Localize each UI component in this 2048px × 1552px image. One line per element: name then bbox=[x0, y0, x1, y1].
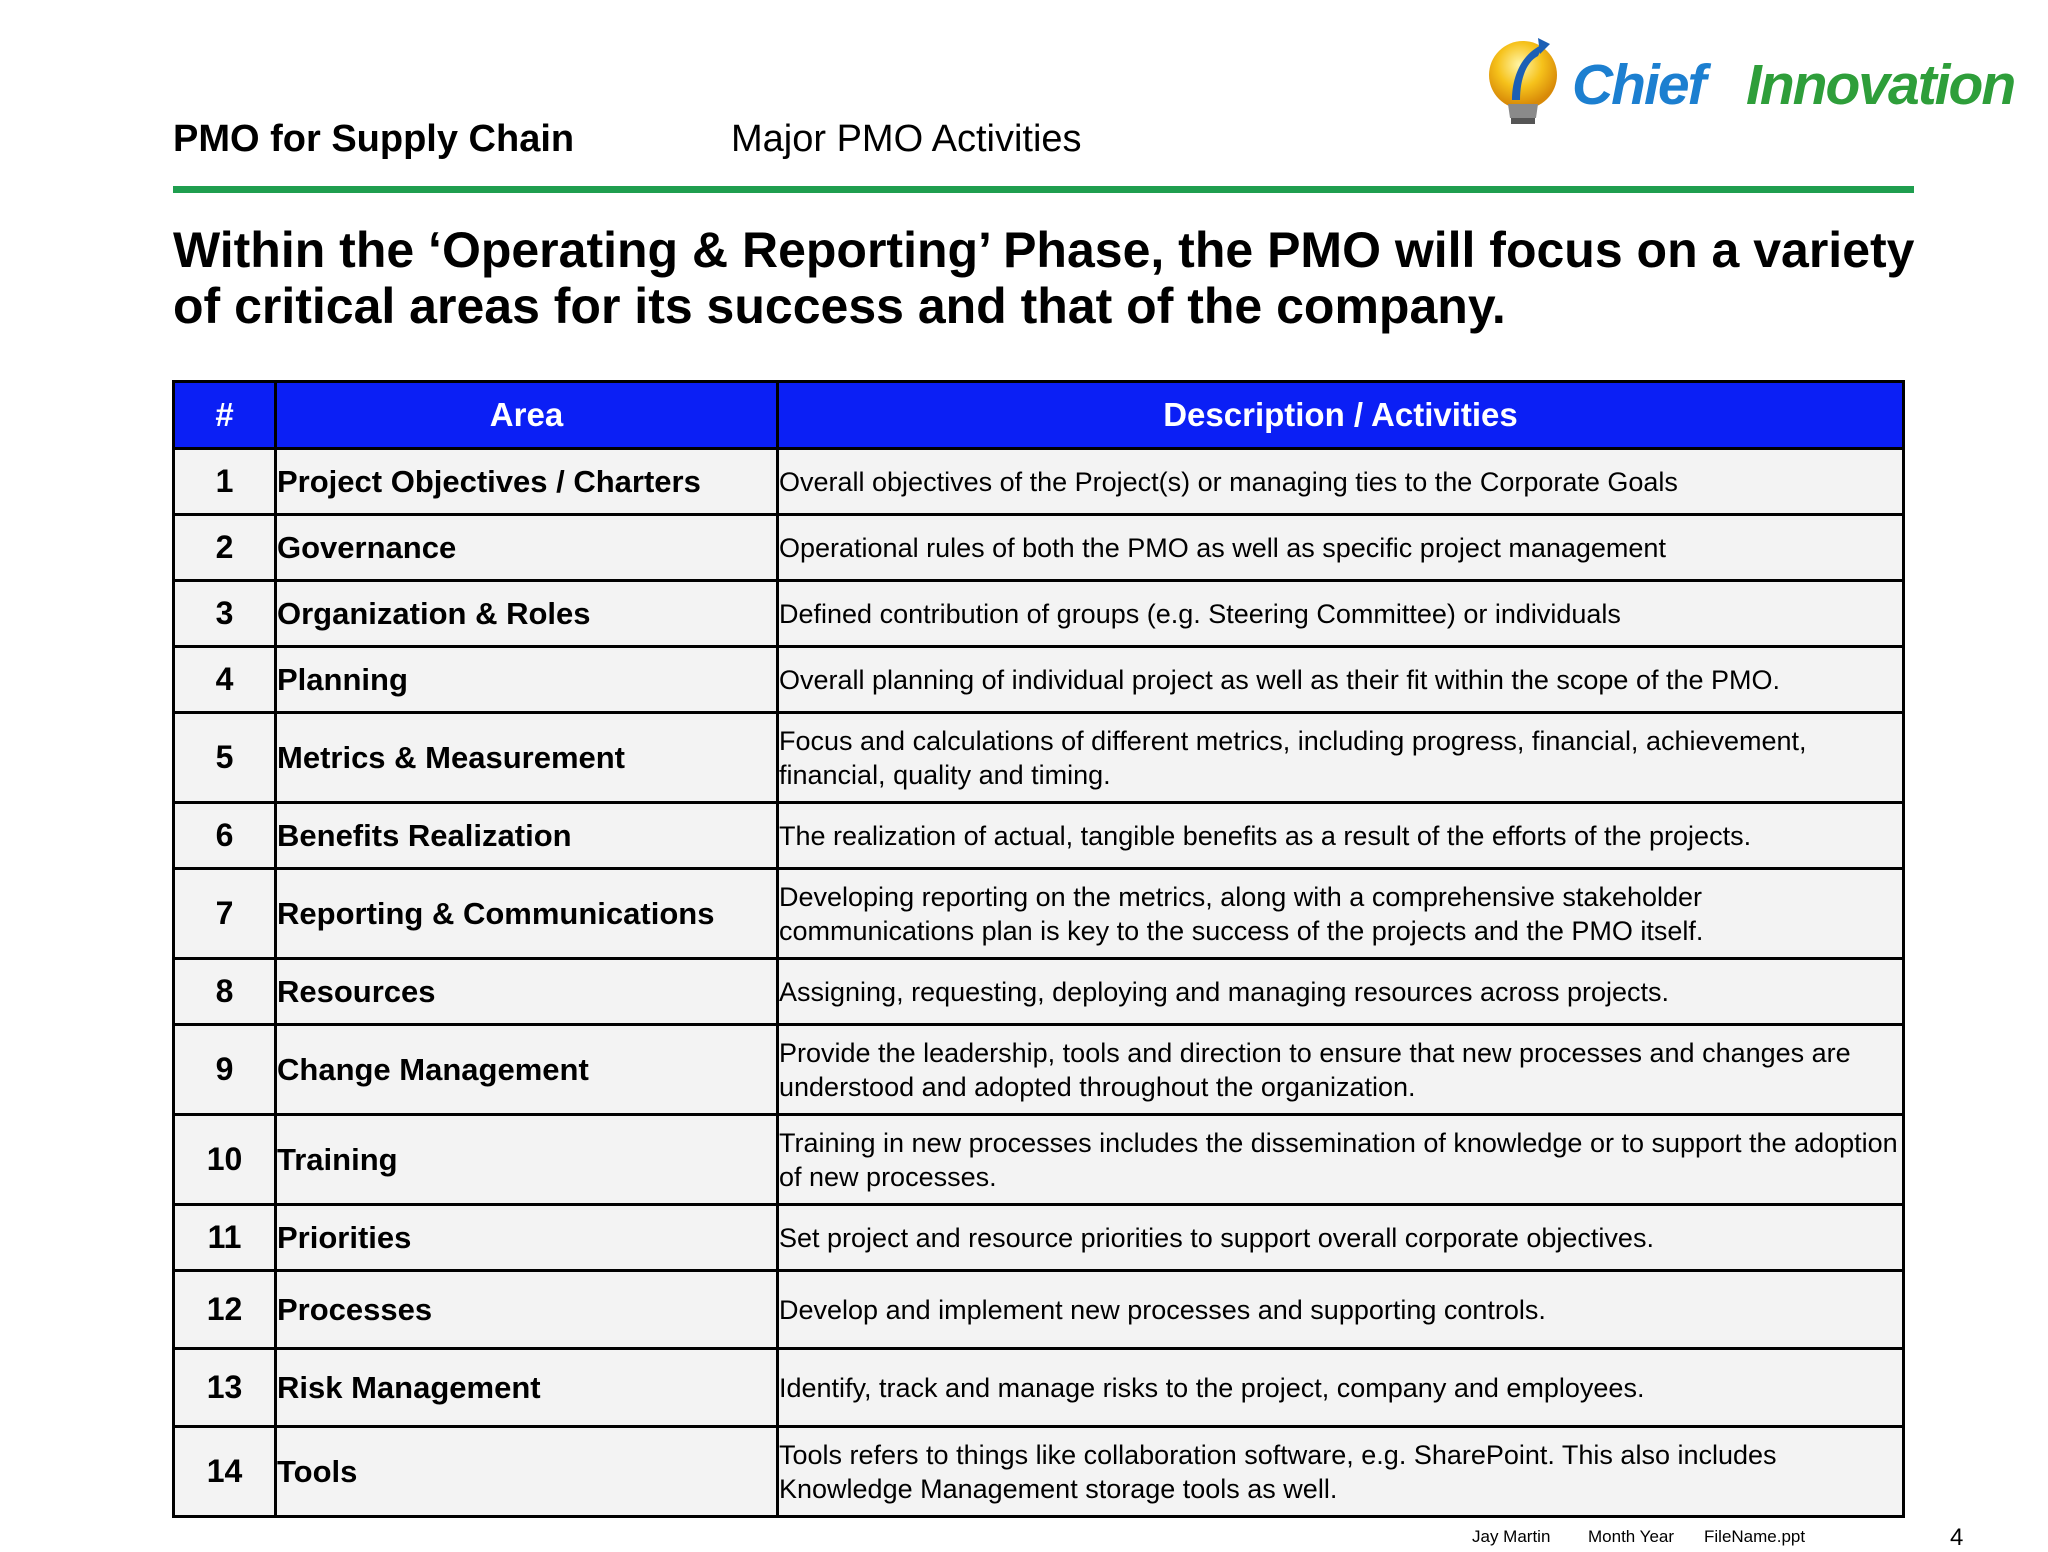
table-row bbox=[174, 1205, 1904, 1271]
row-area-cell: Resources bbox=[276, 959, 778, 1025]
company-logo bbox=[1478, 30, 2015, 135]
row-description-cell: Focus and calculations of different metrics, including progress, financial, achievement, financial, quality and timing. bbox=[778, 713, 1904, 803]
row-description-cell: The realization of actual, tangible benefits as a result of the efforts of the projects. bbox=[778, 803, 1904, 869]
logo-text-chief: Chief bbox=[1572, 53, 1705, 117]
row-number-cell: 11 bbox=[174, 1205, 276, 1271]
row-area-cell: Governance bbox=[276, 515, 778, 581]
row-area-cell: Metrics & Measurement bbox=[276, 713, 778, 803]
table-row bbox=[174, 1025, 1904, 1115]
row-area-cell: Training bbox=[276, 1115, 778, 1205]
row-description-cell: Identify, track and manage risks to the project, company and employees. bbox=[778, 1349, 1904, 1427]
lightbulb-icon bbox=[1478, 30, 1578, 135]
row-area-cell: Tools bbox=[276, 1427, 778, 1517]
table-row bbox=[174, 713, 1904, 803]
row-number-cell: 13 bbox=[174, 1349, 276, 1427]
slide-headline: Within the ‘Operating & Reporting’ Phase, the PMO will focus on a variety of critical areas for its success and that of the company. bbox=[173, 222, 1915, 334]
column-header-area: Area bbox=[276, 382, 778, 449]
row-number-cell: 3 bbox=[174, 581, 276, 647]
table-row bbox=[174, 803, 1904, 869]
table-row bbox=[174, 959, 1904, 1025]
row-description-cell: Overall objectives of the Project(s) or managing ties to the Corporate Goals bbox=[778, 449, 1904, 515]
row-number-cell: 5 bbox=[174, 713, 276, 803]
slide-section-title: Major PMO Activities bbox=[731, 118, 1082, 160]
row-area-cell: Organization & Roles bbox=[276, 581, 778, 647]
row-area-cell: Benefits Realization bbox=[276, 803, 778, 869]
row-number-cell: 12 bbox=[174, 1271, 276, 1349]
table-row bbox=[174, 581, 1904, 647]
footer-filename: FileName.ppt bbox=[1704, 1527, 1806, 1546]
footer-date: Month Year bbox=[1588, 1527, 1675, 1546]
row-number-cell: 1 bbox=[174, 449, 276, 515]
row-description-cell: Assigning, requesting, deploying and managing resources across projects. bbox=[778, 959, 1904, 1025]
page-number: 4 bbox=[1950, 1524, 1964, 1551]
row-description-cell: Develop and implement new processes and supporting controls. bbox=[778, 1271, 1904, 1349]
row-number-cell: 6 bbox=[174, 803, 276, 869]
row-number-cell: 8 bbox=[174, 959, 276, 1025]
header-divider bbox=[173, 186, 1914, 193]
row-description-cell: Training in new processes includes the dissemination of knowledge or to support the adoption of new processes. bbox=[778, 1115, 1904, 1205]
row-description-cell: Provide the leadership, tools and direction to ensure that new processes and changes are understood and adopted throughout the organization. bbox=[778, 1025, 1904, 1115]
row-number-cell: 2 bbox=[174, 515, 276, 581]
table-row bbox=[174, 449, 1904, 515]
row-area-cell: Processes bbox=[276, 1271, 778, 1349]
row-description-cell: Developing reporting on the metrics, along with a comprehensive stakeholder communications plan is key to the success of the projects and the PMO itself. bbox=[778, 869, 1904, 959]
table-row bbox=[174, 1349, 1904, 1427]
table-row bbox=[174, 869, 1904, 959]
row-area-cell: Reporting & Communications bbox=[276, 869, 778, 959]
table-row bbox=[174, 1271, 1904, 1349]
table-row bbox=[174, 515, 1904, 581]
row-description-cell: Operational rules of both the PMO as well as specific project management bbox=[778, 515, 1904, 581]
table-row bbox=[174, 647, 1904, 713]
column-header-description: Description / Activities bbox=[778, 382, 1904, 449]
row-number-cell: 10 bbox=[174, 1115, 276, 1205]
row-number-cell: 7 bbox=[174, 869, 276, 959]
table-row bbox=[174, 1115, 1904, 1205]
row-description-cell: Defined contribution of groups (e.g. Steering Committee) or individuals bbox=[778, 581, 1904, 647]
footer-author: Jay Martin bbox=[1472, 1527, 1551, 1546]
row-area-cell: Change Management bbox=[276, 1025, 778, 1115]
row-area-cell: Project Objectives / Charters bbox=[276, 449, 778, 515]
slide-header-title: PMO for Supply Chain bbox=[173, 118, 575, 160]
logo-text-innovation: Innovation bbox=[1746, 53, 2015, 117]
row-area-cell: Planning bbox=[276, 647, 778, 713]
row-area-cell: Priorities bbox=[276, 1205, 778, 1271]
row-description-cell: Overall planning of individual project as well as their fit within the scope of the PMO. bbox=[778, 647, 1904, 713]
table-row bbox=[174, 1427, 1904, 1517]
row-number-cell: 4 bbox=[174, 647, 276, 713]
row-area-cell: Risk Management bbox=[276, 1349, 778, 1427]
table-header-row bbox=[174, 382, 1904, 449]
row-number-cell: 9 bbox=[174, 1025, 276, 1115]
column-header-number: # bbox=[174, 382, 276, 449]
row-description-cell: Tools refers to things like collaboration software, e.g. SharePoint. This also includes Knowledge Management storage tools as well. bbox=[778, 1427, 1904, 1517]
row-number-cell: 14 bbox=[174, 1427, 276, 1517]
row-description-cell: Set project and resource priorities to support overall corporate objectives. bbox=[778, 1205, 1904, 1271]
activities-table bbox=[172, 380, 1905, 1518]
